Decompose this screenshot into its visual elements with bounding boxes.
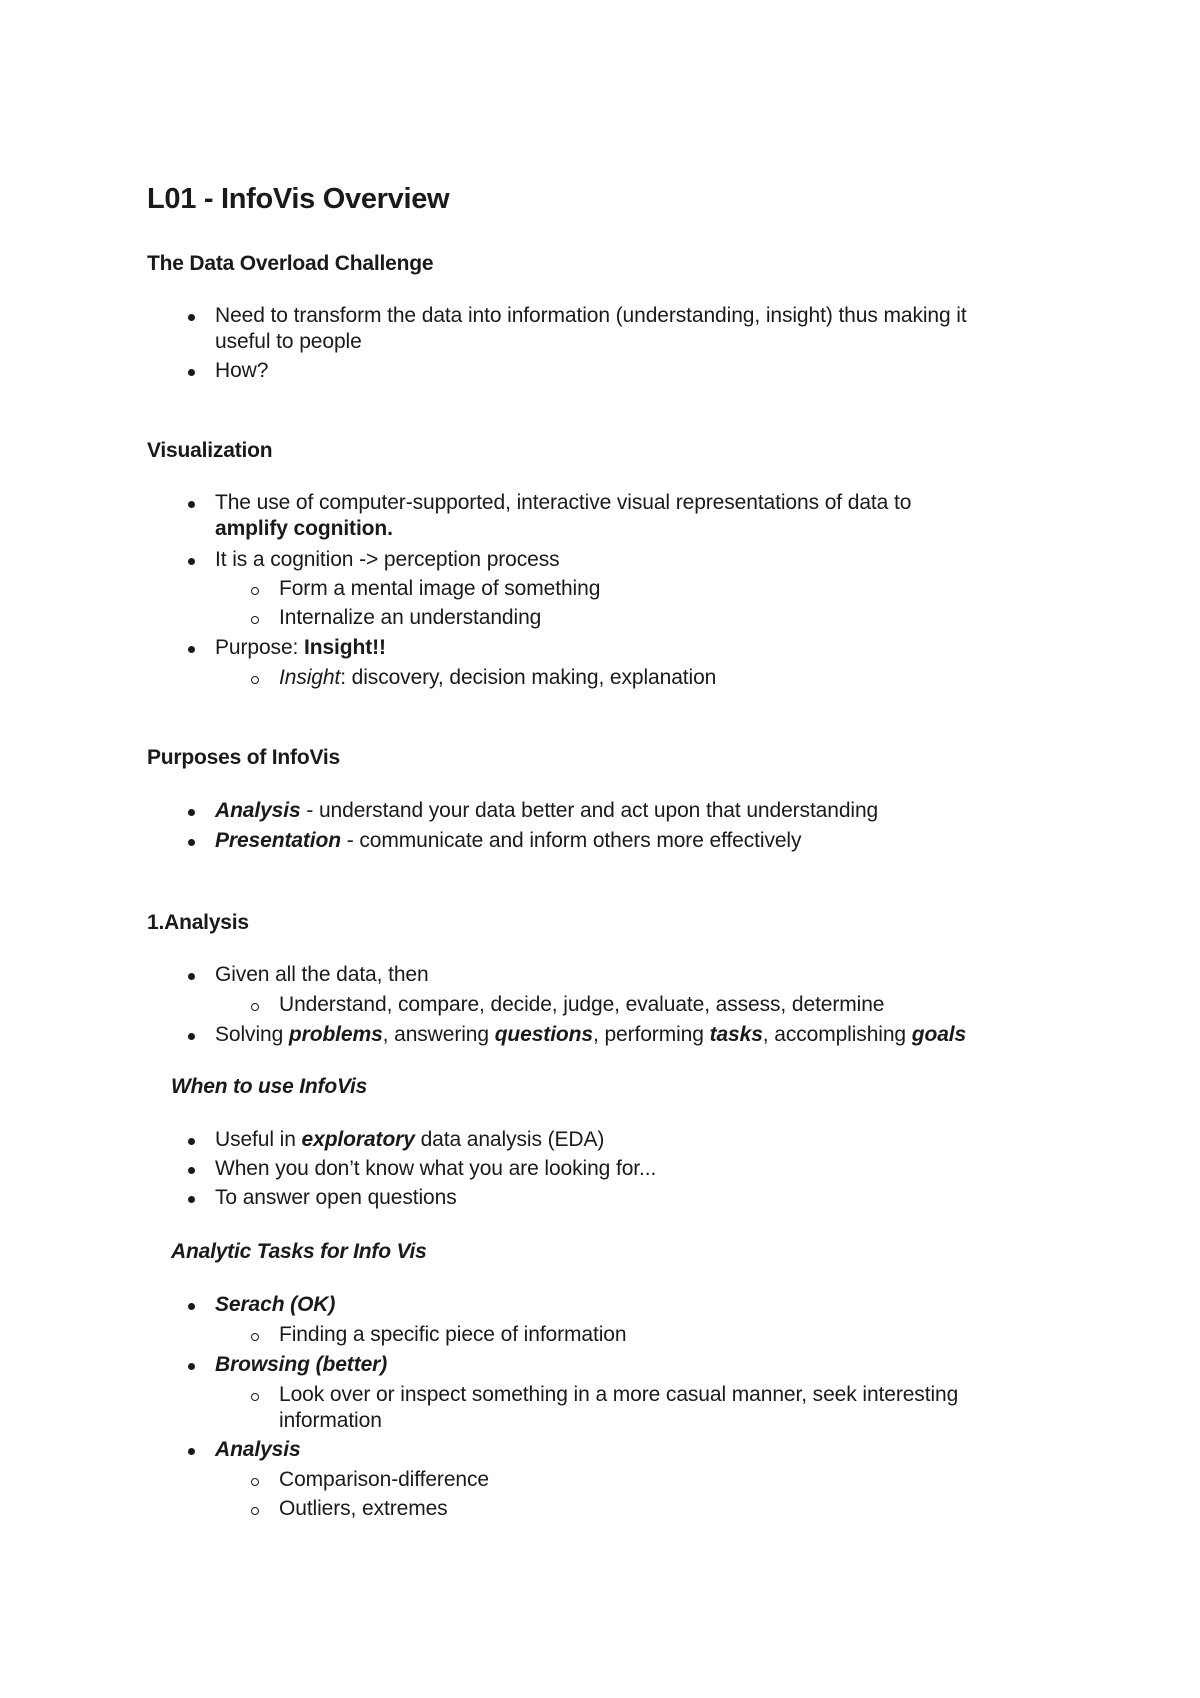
list-item-text: useful to people xyxy=(215,330,362,353)
bold-italic-term: problems xyxy=(288,1023,383,1046)
bullet-icon xyxy=(188,369,195,376)
bullet-icon xyxy=(188,1167,195,1174)
subsection-heading-when-to-use: When to use InfoVis xyxy=(171,1075,368,1098)
bullet-icon xyxy=(188,809,195,816)
sub-bullet-icon xyxy=(251,1003,259,1011)
text-span: , answering xyxy=(382,1023,495,1046)
list-item-text xyxy=(215,828,801,854)
text-span: : discovery, decision making, explanation xyxy=(340,666,717,689)
sub-list-item-text xyxy=(279,665,716,691)
sub-bullet-icon xyxy=(251,1393,259,1401)
sub-list-item-text: Finding a specific piece of information xyxy=(279,1323,627,1346)
bold-italic-term: tasks xyxy=(709,1023,763,1046)
list-item-text xyxy=(215,1127,604,1153)
section-heading-visualization: Visualization xyxy=(147,439,273,462)
list-item-text xyxy=(215,1437,301,1463)
list-item-text: Need to transform the data into information (understanding, insight) thus making it xyxy=(215,304,967,327)
sub-list-item-text: Comparison-difference xyxy=(279,1468,489,1491)
text-span: , performing xyxy=(592,1023,710,1046)
bullet-icon xyxy=(188,1303,195,1310)
section-heading-data-overload: The Data Overload Challenge xyxy=(147,252,434,275)
sub-list-item-text: Understand, compare, decide, judge, evaluate, assess, determine xyxy=(279,993,885,1016)
sub-list-item-text: Outliers, extremes xyxy=(279,1497,448,1520)
list-item-text: To answer open questions xyxy=(215,1186,457,1209)
text-span: data analysis (EDA) xyxy=(414,1128,605,1151)
sub-bullet-icon xyxy=(251,676,259,684)
sub-bullet-icon xyxy=(251,616,259,624)
sub-list-item-text: Form a mental image of something xyxy=(279,577,601,600)
emphasis-text: amplify cognition. xyxy=(215,517,393,540)
bold-italic-term: goals xyxy=(911,1023,967,1046)
list-item-text: How? xyxy=(215,359,269,382)
list-item-text xyxy=(215,635,386,661)
bold-italic-term: Analysis xyxy=(215,799,301,822)
sub-bullet-icon xyxy=(251,1478,259,1486)
section-heading-purposes: Purposes of InfoVis xyxy=(147,746,341,769)
sub-bullet-icon xyxy=(251,1507,259,1515)
subsection-heading-analytic-tasks: Analytic Tasks for Info Vis xyxy=(171,1240,427,1263)
bullet-icon xyxy=(188,1448,195,1455)
text-span: Purpose: xyxy=(215,636,304,659)
sub-bullet-icon xyxy=(251,1333,259,1341)
list-item-text xyxy=(215,1022,966,1048)
bullet-icon xyxy=(188,839,195,846)
sub-list-item-text: Look over or inspect something in a more casual manner, seek interesting xyxy=(279,1383,959,1406)
sub-list-item-text: Internalize an understanding xyxy=(279,606,542,629)
bold-italic-term: questions xyxy=(494,1023,593,1046)
bullet-icon xyxy=(188,1033,195,1040)
sub-list-item-text: information xyxy=(279,1409,382,1432)
bold-italic-term: Analysis xyxy=(215,1438,301,1461)
bold-italic-term: Browsing (better) xyxy=(215,1353,388,1376)
sub-bullet-icon xyxy=(251,587,259,595)
list-item-text xyxy=(215,516,393,542)
bullet-icon xyxy=(188,1138,195,1145)
bold-italic-term: Serach (OK) xyxy=(215,1293,336,1316)
list-item-text: Given all the data, then xyxy=(215,963,429,986)
emphasis-text: Insight!! xyxy=(304,636,386,659)
section-heading-analysis: 1.Analysis xyxy=(147,911,249,934)
list-item-text: The use of computer-supported, interactive visual representations of data to xyxy=(215,491,912,514)
list-item-text xyxy=(215,1352,387,1378)
text-span: , accomplishing xyxy=(762,1023,912,1046)
italic-term: Insight xyxy=(279,666,341,689)
bullet-icon xyxy=(188,646,195,653)
text-span: Useful in xyxy=(215,1128,302,1151)
list-item-text: When you don’t know what you are looking for... xyxy=(215,1157,657,1180)
page-title: L01 - InfoVis Overview xyxy=(147,183,450,215)
list-item-text xyxy=(215,798,878,824)
bullet-icon xyxy=(188,1196,195,1203)
text-span: Solving xyxy=(215,1023,289,1046)
list-item-text xyxy=(215,1292,335,1318)
bullet-icon xyxy=(188,1363,195,1370)
bullet-icon xyxy=(188,314,195,321)
bullet-icon xyxy=(188,973,195,980)
bullet-icon xyxy=(188,558,195,565)
text-span: - understand your data better and act upon that understanding xyxy=(300,799,879,822)
bold-italic-term: Presentation xyxy=(215,829,341,852)
bold-italic-term: exploratory xyxy=(301,1128,415,1151)
bullet-icon xyxy=(188,501,195,508)
list-item-text: It is a cognition -> perception process xyxy=(215,548,560,571)
text-span: - communicate and inform others more effectively xyxy=(341,829,802,852)
